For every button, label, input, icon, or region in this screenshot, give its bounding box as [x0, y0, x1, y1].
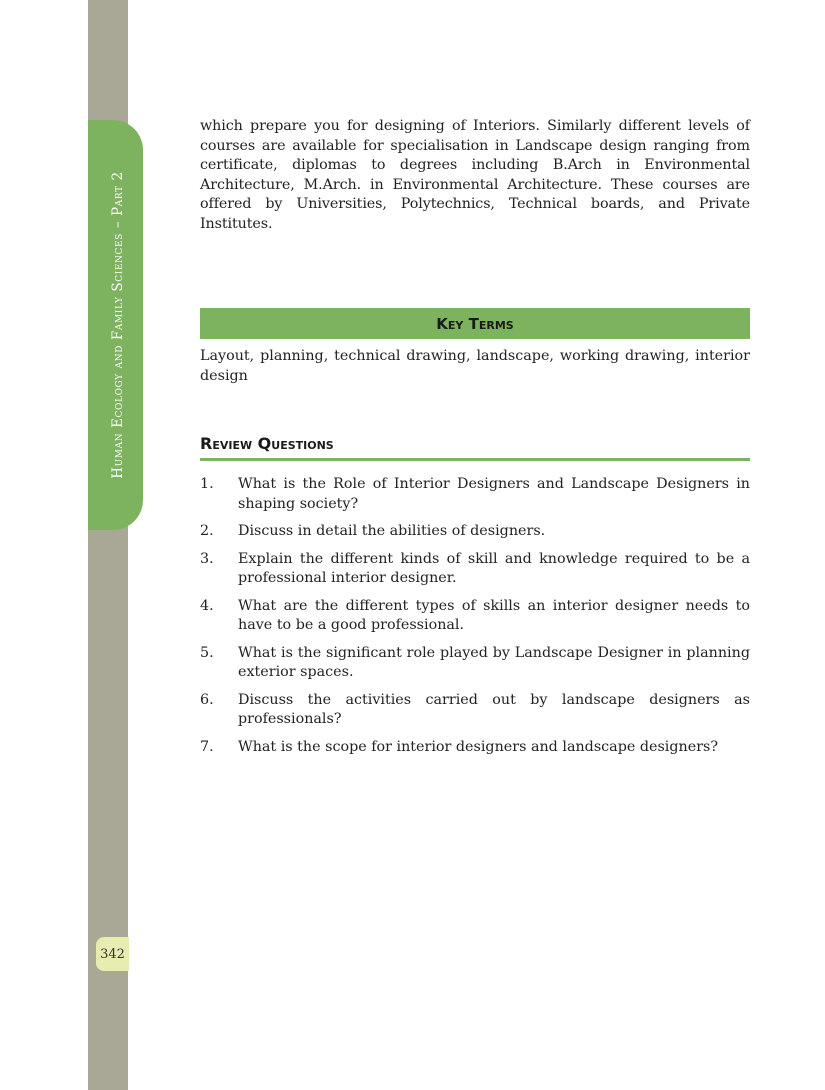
question-number: 5. — [200, 644, 214, 661]
question-item — [200, 475, 750, 514]
key-terms-text: Layout, planning, technical drawing, landscape, working drawing, interior design — [200, 348, 750, 384]
question-text: Explain the different kinds of skill and knowledge required to be a professional interior designer. — [238, 550, 750, 586]
question-item — [200, 522, 750, 542]
review-questions-list — [200, 475, 750, 757]
page-content — [200, 117, 750, 765]
question-number: 3. — [200, 550, 214, 567]
question-number: 2. — [200, 523, 214, 539]
page-number: 342 — [96, 937, 129, 971]
question-number: 4. — [200, 597, 214, 614]
question-number: 6. — [200, 691, 214, 708]
question-text: What is the significant role played by Landscape Designer in planning exterior spaces. — [238, 644, 750, 680]
review-questions-heading: Review Questions — [200, 434, 750, 461]
intro-paragraph: which prepare you for designing of Interiors. Similarly different levels of courses are available for specialisation in Landscape design ranging from certificate, diplomas to degrees including B.Arch in Environmental Architecture, M.Arch. in Environmental Architecture. These courses are offered by Universities, Polytechnics, Technical boards, and Private Institutes. — [200, 118, 750, 232]
question-text: Discuss the activities carried out by landscape designers as professionals? — [238, 691, 750, 727]
question-item — [200, 738, 750, 758]
question-item — [200, 597, 750, 636]
question-number: 1. — [200, 476, 214, 492]
question-item — [200, 644, 750, 683]
question-text: What is the scope for interior designers and landscape designers? — [238, 738, 719, 755]
question-text: What is the Role of Interior Designers and Landscape Designers in shaping society? — [238, 476, 750, 512]
question-text: What are the different types of skills an interior designer needs to have to be a good professional. — [238, 597, 750, 633]
question-text: Discuss in detail the abilities of designers. — [238, 523, 546, 539]
book-title: Human Ecology and Family Sciences – Part 2 — [110, 171, 126, 479]
question-number: 7. — [200, 738, 214, 755]
question-item — [200, 691, 750, 730]
question-item — [200, 550, 750, 589]
key-terms-heading: Key Terms — [200, 308, 750, 339]
